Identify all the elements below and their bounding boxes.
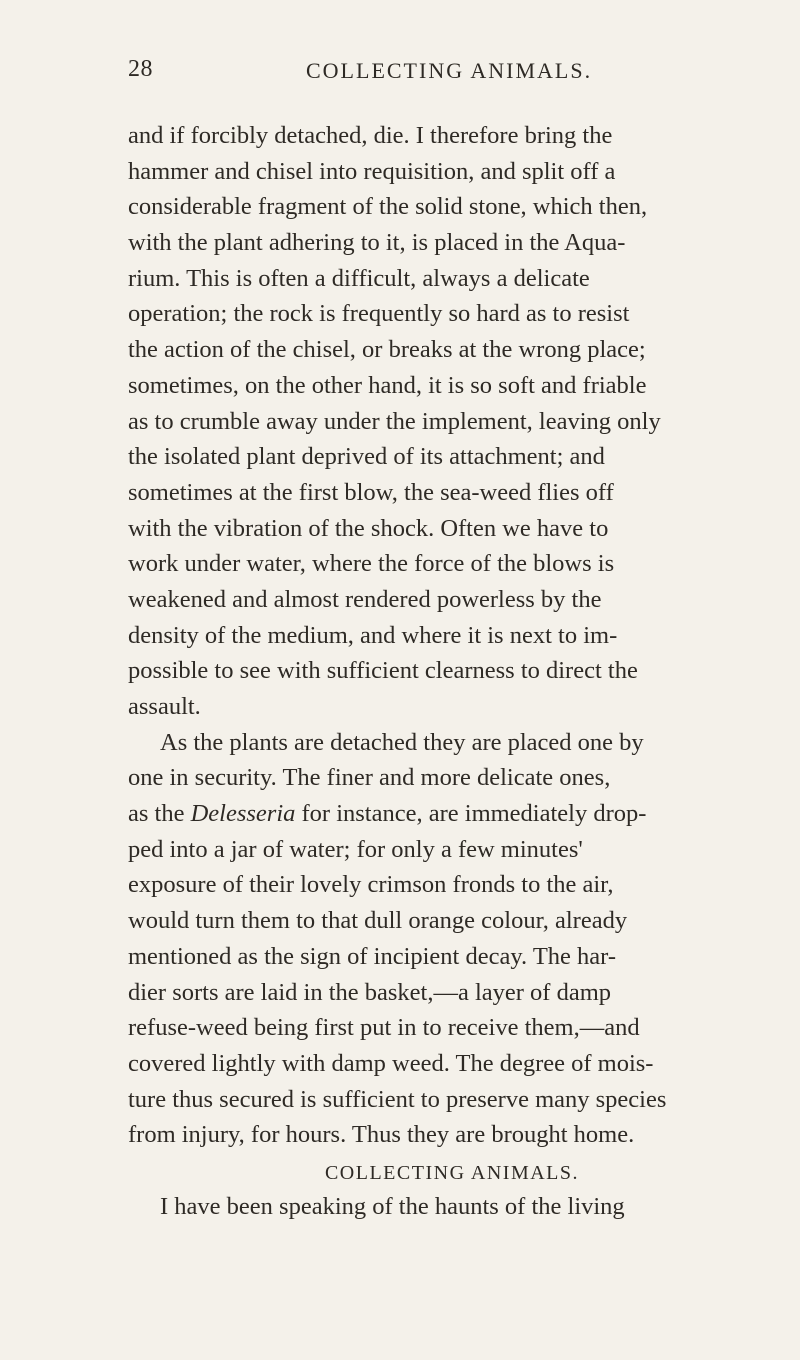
text-line: sometimes, on the other hand, it is so soft and friable [128, 371, 647, 399]
text-line: considerable fragment of the solid stone, which then, [128, 193, 648, 221]
text-line: with the vibration of the shock. Often we have to [128, 514, 609, 542]
text-line: one in security. The finer and more delicate ones, [128, 764, 611, 792]
text-line: density of the medium, and where it is next to im- [128, 621, 618, 649]
text-line: I have been speaking of the haunts of the living [160, 1192, 625, 1220]
page-number: 28 [128, 56, 153, 82]
text-line: ped into a jar of water; for only a few minutes' [128, 835, 583, 863]
page-header [128, 56, 768, 86]
paragraph-2 [128, 725, 768, 1153]
text-line: refuse-weed being first put in to receive them,—and [128, 1014, 640, 1042]
text-line [128, 796, 768, 832]
text-line: and if forcibly detached, die. I therefore bring the [128, 122, 613, 149]
text-line: assault. [128, 693, 201, 720]
text-line: possible to see with sufficient clearness to direct the [128, 657, 638, 685]
text-line: with the plant adhering to it, is placed in the Aqua- [128, 229, 626, 257]
paragraph-1 [128, 118, 768, 725]
text-line: exposure of their lovely crimson fronds to the air, [128, 871, 614, 899]
text-line: rium. This is often a difficult, always a delicate [128, 264, 590, 292]
text-line: dier sorts are laid in the basket,—a layer of damp [128, 978, 612, 1006]
text-line: work under water, where the force of the blows is [128, 550, 615, 578]
text-line: operation; the rock is frequently so hard as to resist [128, 300, 630, 328]
running-title: COLLECTING ANIMALS. [306, 58, 593, 83]
text-line: sometimes at the first blow, the sea-weed flies off [128, 478, 614, 506]
text-line: mentioned as the sign of incipient decay. The har- [128, 942, 616, 970]
section-heading: COLLECTING ANIMALS. [324, 1161, 580, 1184]
text-line: As the plants are detached they are placed one by [160, 728, 644, 756]
text-fragment: for instance, are immediately drop- [295, 800, 647, 828]
text-line: as to crumble away under the implement, leaving only [128, 407, 661, 435]
text-line: the action of the chisel, or breaks at the wrong place; [128, 336, 646, 364]
text-line: would turn them to that dull orange colour, already [128, 907, 628, 935]
text-line: covered lightly with damp weed. The degree of mois- [128, 1049, 654, 1077]
text-fragment: as the [128, 800, 191, 828]
text-line: ture thus secured is sufficient to preserve many species [128, 1085, 667, 1113]
body-text [128, 118, 768, 1224]
text-line: the isolated plant deprived of its attachment; and [128, 443, 605, 471]
italic-term: Delesseria [190, 800, 296, 828]
text-line: from injury, for hours. Thus they are brought home. [128, 1121, 635, 1149]
text-line: weakened and almost rendered powerless by the [128, 585, 602, 613]
text-line: hammer and chisel into requisition, and split off a [128, 157, 616, 185]
